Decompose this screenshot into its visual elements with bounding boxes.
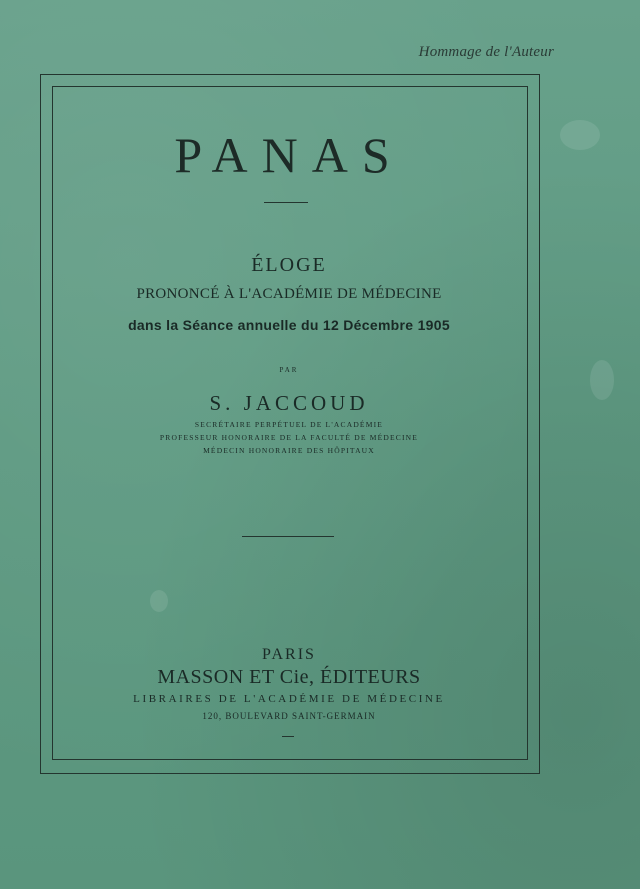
author-credential: MÉDECIN HONORAIRE DES HÔPITAUX bbox=[203, 446, 375, 455]
publication-city: PARIS bbox=[262, 646, 316, 663]
publisher-name: MASSON ET Cie, ÉDITEURS bbox=[157, 666, 421, 688]
divider-rule bbox=[282, 736, 294, 737]
publisher-address: 120, BOULEVARD SAINT-GERMAIN bbox=[202, 711, 376, 721]
book-title: PANAS bbox=[174, 127, 404, 183]
by-label: PAR bbox=[279, 366, 299, 374]
author-credential: PROFESSEUR HONORAIRE DE LA FACULTÉ DE MÉDECINE bbox=[159, 433, 419, 442]
title-block bbox=[52, 86, 526, 758]
divider-rule bbox=[264, 202, 308, 203]
book-subtitle: ÉLOGE bbox=[251, 254, 327, 276]
paper-stain bbox=[590, 360, 614, 400]
occasion-line: PRONONCÉ À L'ACADÉMIE DE MÉDECINE bbox=[136, 286, 442, 302]
session-line: dans la Séance annuelle du 12 Décembre 1905 bbox=[128, 317, 450, 333]
author-credential: SECRÉTAIRE PERPÉTUEL DE L'ACADÉMIE bbox=[194, 420, 384, 429]
paper-stain bbox=[560, 120, 600, 150]
publisher-role: LIBRAIRES DE L'ACADÉMIE DE MÉDECINE bbox=[133, 693, 445, 705]
dedication-inscription: Hommage de l'Auteur bbox=[418, 44, 554, 60]
author-name: S. JACCOUD bbox=[209, 391, 369, 415]
divider-rule bbox=[242, 536, 334, 537]
